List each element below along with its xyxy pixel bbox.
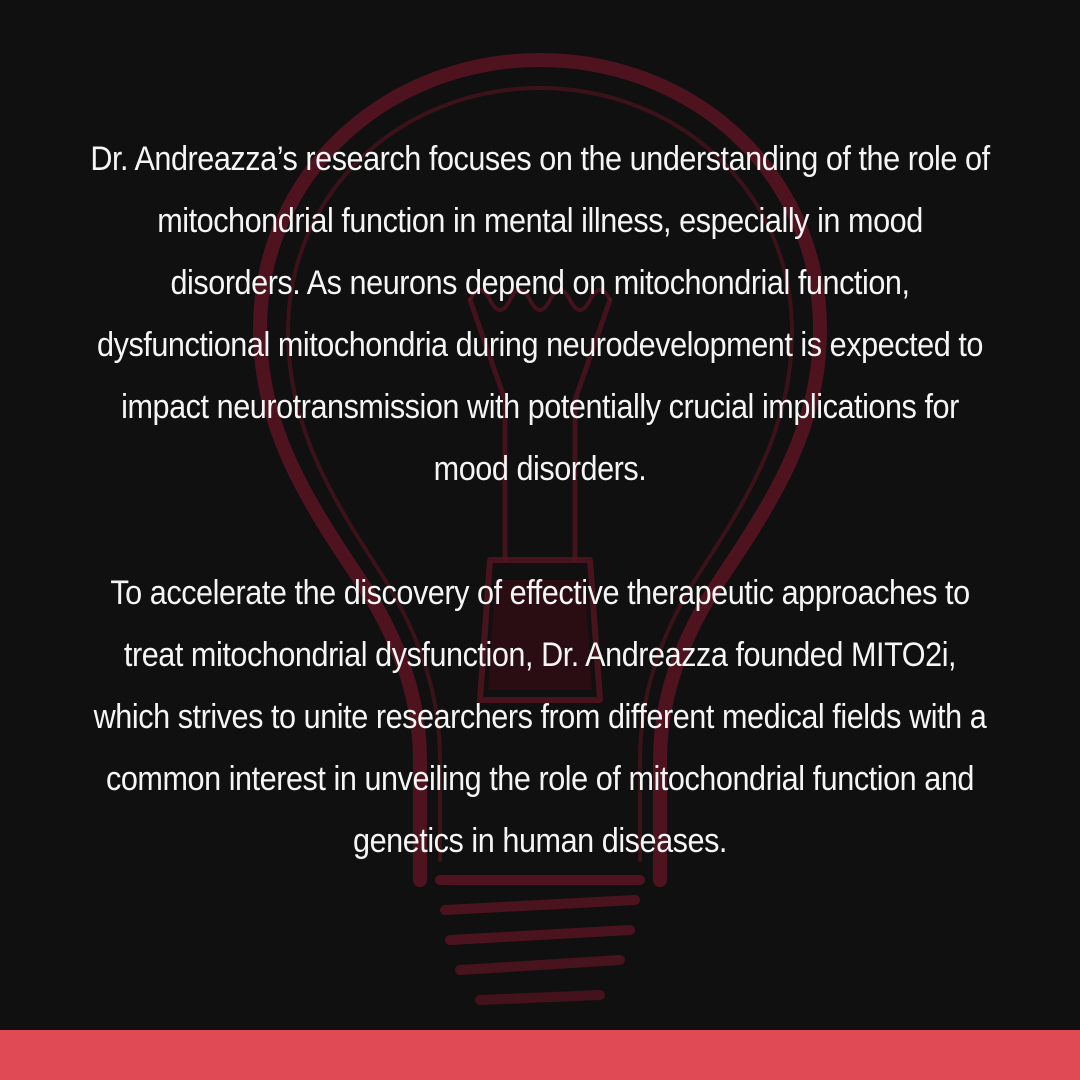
bottom-accent-bar [0, 1030, 1080, 1080]
paragraph-mito2i: To accelerate the discovery of effective therapeutic approaches to treat mitochondrial dysfunction, Dr. Andreazza founded MITO2i, which strives to unite researchers from different medical fields with a common interest in unveiling the role of mitochondrial function and genetics in human diseases. [93, 574, 987, 860]
body-text [90, 128, 990, 872]
paragraph-research-focus: Dr. Andreazza’s research focuses on the understanding of the role of mitochondrial function in mental illness, especially in mood disorders. As neurons depend on mitochondrial function, dysfunctional mitochondria during neurodevelopment is expected to impact neurotransmission with potentially crucial implications for mood disorders. [90, 140, 990, 488]
